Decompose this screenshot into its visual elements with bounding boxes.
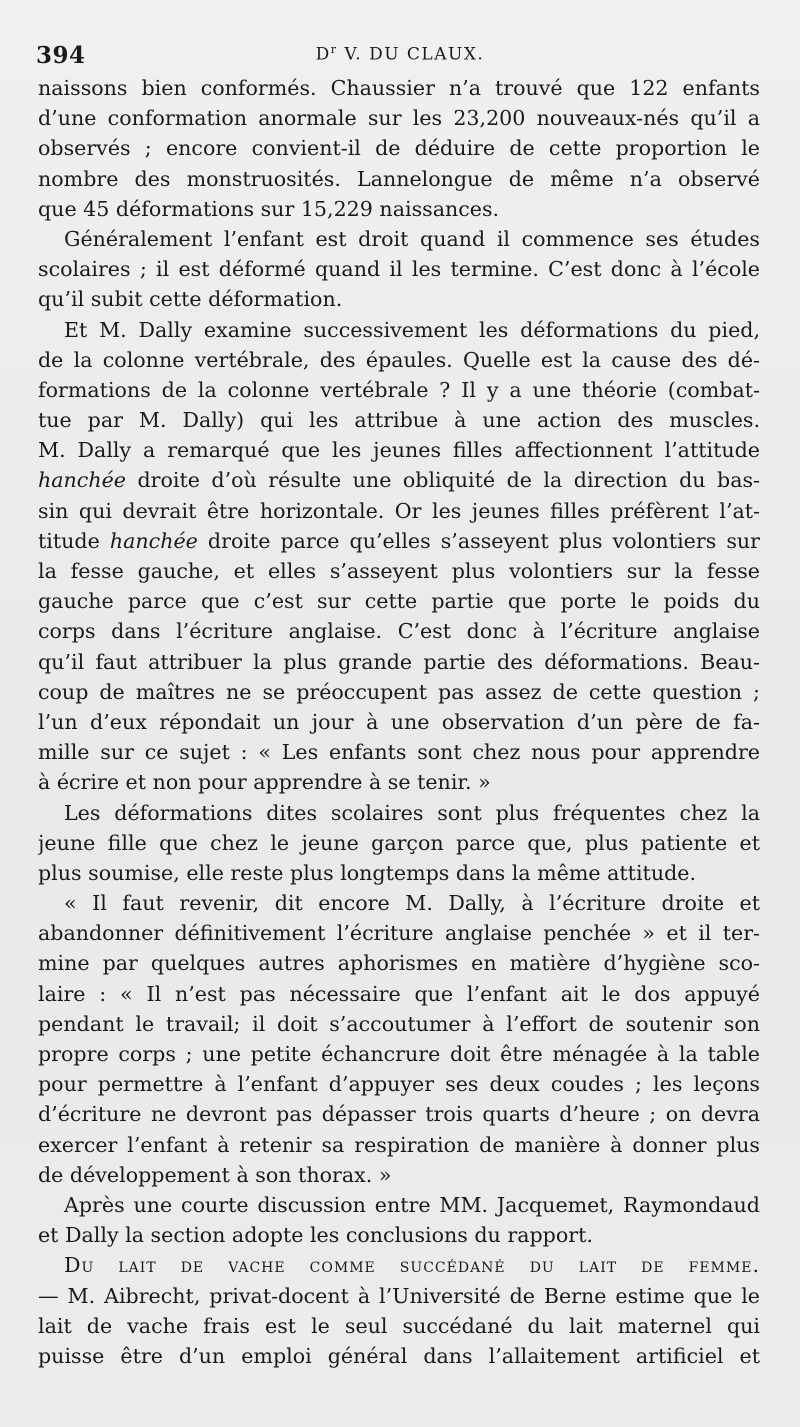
italic-word: hanchée <box>38 468 126 493</box>
text-line: Généralement l’enfant est droit quand il commence ses études <box>64 226 760 251</box>
text-line: jeune fille que chez le jeune garçon parce que, plus patiente et <box>38 830 760 855</box>
text-line: propre corps ; une petite échancrure doit être ménagée à la table <box>38 1042 760 1066</box>
text-line <box>38 465 760 495</box>
text-line: d’une conformation anormale sur les 23,200 nouveaux-nés qu’il a <box>38 106 760 131</box>
body-text <box>38 73 760 1371</box>
text-line: qu’il subit cette déformation. <box>38 287 343 312</box>
text-line: corps dans l’écriture anglaise. C’est donc à l’écriture anglaise <box>38 619 760 644</box>
text-line: formations de la colonne vertébrale ? Il y a une théorie (combat- <box>38 377 760 402</box>
text-line: qu’il faut attribuer la plus grande partie des déformations. Beau- <box>38 649 760 674</box>
text-line: « Il faut revenir, dit encore M. Dally, à l’écriture droite et <box>64 891 760 916</box>
author-name: V. DU CLAUX. <box>337 44 485 65</box>
text-line: que 45 déformations sur 15,229 naissances. <box>38 196 500 221</box>
text-line: Et M. Dally examine successivement les déformations du pied, <box>64 317 760 342</box>
text-line: exercer l’enfant à retenir sa respiration de manière à donner plus <box>38 1132 760 1157</box>
text-line: observés ; encore convient-il de déduire de cette proportion le <box>38 136 760 161</box>
text-line: puisse être d’un emploi général dans l’allaitement artificiel et <box>38 1343 760 1368</box>
text-line: à écrire et non pour apprendre à se tenir. » <box>38 770 491 795</box>
text-line: gauche parce que c’est sur cette partie que porte le poids du <box>38 589 760 614</box>
text-fragment: droite parce qu’elles s’asseyent plus volontiers sur <box>207 528 760 553</box>
text-line: tue par M. Dally) qui les attribue à une action des muscles. <box>38 408 760 433</box>
text-line: pendant le travail; il doit s’accoutumer à l’effort de soutenir son <box>38 1011 760 1036</box>
section-heading: Du lait de vache comme succédané du lait de femme. <box>64 1253 760 1278</box>
text-line: M. Dally a remarqué que les jeunes filles affectionnent l’attitude <box>38 438 760 463</box>
text-line: de développement à son thorax. » <box>38 1162 392 1187</box>
page-number: 394 <box>36 42 86 69</box>
text-line: abandonner définitivement l’écriture anglaise penchée » et il ter- <box>38 921 760 946</box>
text-line: coup de maîtres ne se préoccupent pas assez de cette question ; <box>38 679 760 704</box>
text-line: sin qui devrait être horizontale. Or les jeunes filles préfèrent l’at- <box>38 498 760 523</box>
text-line: scolaires ; il est déformé quand il les termine. C’est donc à l’école <box>38 257 760 282</box>
text-line: lait de vache frais est le seul succédané du lait maternel qui <box>38 1313 760 1338</box>
text-line: Après une courte discussion entre MM. Jacquemet, Raymondaud <box>64 1192 760 1217</box>
text-fragment: titude <box>38 528 100 553</box>
text-line: plus soumise, elle reste plus longtemps dans la même attitude. <box>38 860 697 885</box>
text-line: — M. Aibrecht, privat-docent à l’Université de Berne estime que le <box>38 1283 760 1308</box>
text-line: d’écriture ne devront pas dépasser trois quarts d’heure ; on devra <box>38 1102 760 1127</box>
text-line: laire : « Il n’est pas nécessaire que l’enfant ait le dos appuyé <box>38 981 760 1006</box>
text-line: mine par quelques autres aphorismes en matière d’hygiène sco- <box>38 951 760 976</box>
text-line: nombre des monstruosités. Lannelongue de même n’a observé <box>38 166 760 191</box>
author-prefix: D <box>315 44 331 65</box>
running-head-author <box>36 43 764 65</box>
text-line: pour permettre à l’enfant d’appuyer ses deux coudes ; les leçons <box>38 1072 760 1097</box>
text-line: mille sur ce sujet : « Les enfants sont chez nous pour apprendre <box>38 740 760 765</box>
text-line: la fesse gauche, et elles s’asseyent plus volontiers sur la fesse <box>38 559 760 583</box>
text-fragment: droite d’où résulte une obliquité de la direction du bas- <box>137 468 760 493</box>
text-line: Les déformations dites scolaires sont plus fréquentes chez la <box>64 800 760 825</box>
text-line <box>38 526 760 556</box>
text-line: naissons bien conformés. Chaussier n’a trouvé que 122 enfants <box>38 76 760 100</box>
italic-word: hanchée <box>109 528 198 553</box>
running-header <box>36 36 764 76</box>
text-line: l’un d’eux répondait un jour à une observation d’un père de fa- <box>38 709 760 734</box>
author-sup: r <box>330 43 338 56</box>
text-line: de la colonne vertébrale, des épaules. Quelle est la cause des dé- <box>38 347 760 372</box>
text-line: et Dally la section adopte les conclusions du rapport. <box>38 1223 593 1248</box>
